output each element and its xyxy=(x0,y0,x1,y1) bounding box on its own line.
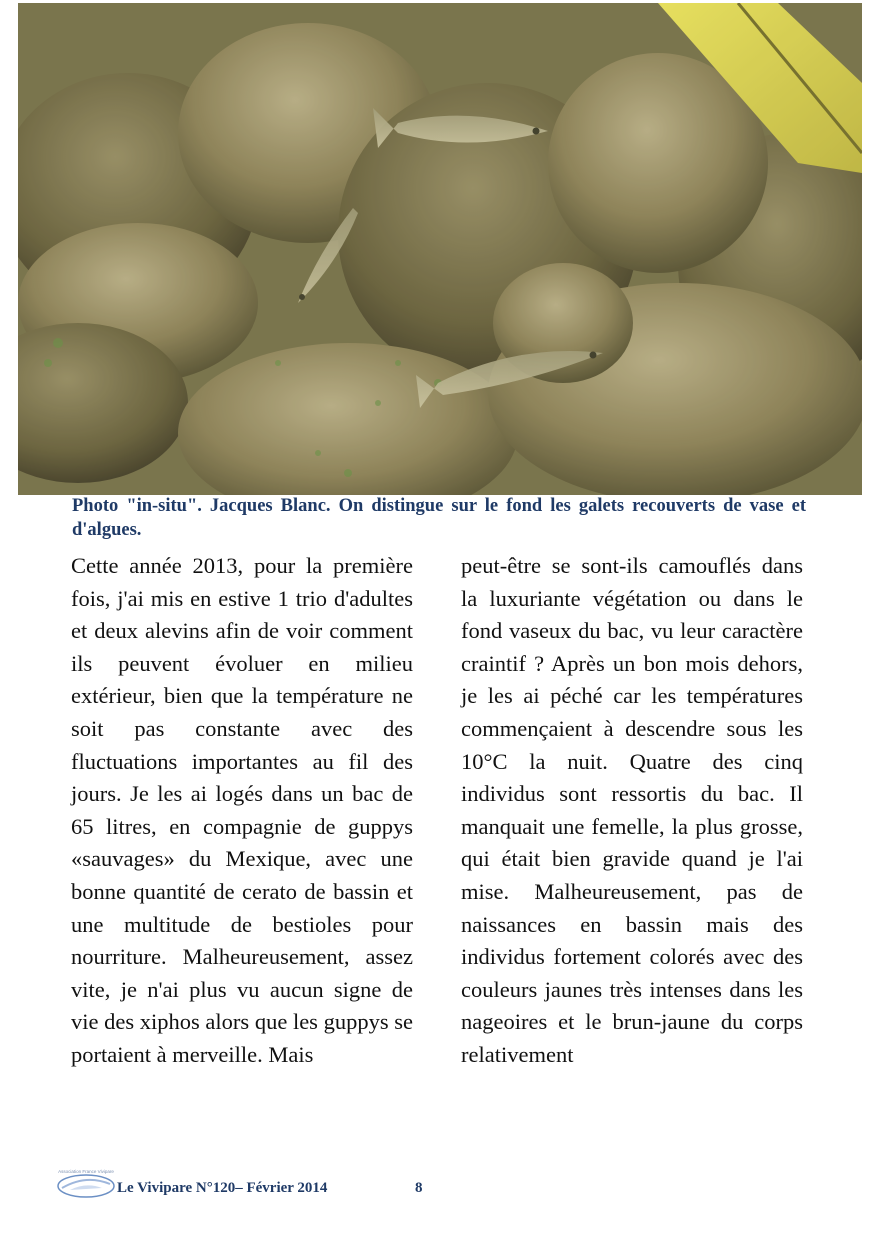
article-column-right: peut-être se sont-ils camouflés dans la luxuriante végétation ou dans le fond vaseux du bac, vu leur caractère craintif ? Après un bon mois dehors, je les ai péché car les températures commençaient à descendre sous les 10°C la nuit. Quatre des cinq individus sont ressortis du bac. Il manquait une femelle, la plus grosse, qui était bien gravide quand je l'ai mise. Malheureusement, pas de naissances en bassin mais des individus fortement colorés avec des couleurs jaunes très intenses dans les nageoires et le brun-jaune du corps relativement xyxy=(461,553,803,1067)
page-number: 8 xyxy=(415,1180,423,1196)
photo-illustration xyxy=(18,3,862,495)
svg-text:Association France Vivipare: Association France Vivipare xyxy=(58,1169,114,1174)
underwater-photo xyxy=(18,3,862,495)
association-logo-icon xyxy=(56,1164,116,1200)
footer-title: Le Vivipare N°120– Février 2014 xyxy=(117,1180,328,1196)
article-column-left: Cette année 2013, pour la première fois, j'ai mis en estive 1 trio d'adultes et deux alevins afin de voir comment ils peuvent évoluer en milieu extérieur, bien que la température ne soit pas constante avec des fluctuations importantes au fil des jours. Je les ai logés dans un bac de 65 litres, en compagnie de guppys «sauvages» du Mexique, avec une bonne quantité de cerato de bassin et une multitude de bestioles pour nourriture. Malheureusement, assez vite, je n'ai plus vu aucun signe de vie des xiphos alors que les guppys se portaient à merveille. Mais xyxy=(71,553,413,1067)
photo-caption: Photo "in-situ". Jacques Blanc. On distingue sur le fond les galets recouverts de vase et d'algues. xyxy=(72,496,806,540)
page-footer xyxy=(56,1164,476,1214)
